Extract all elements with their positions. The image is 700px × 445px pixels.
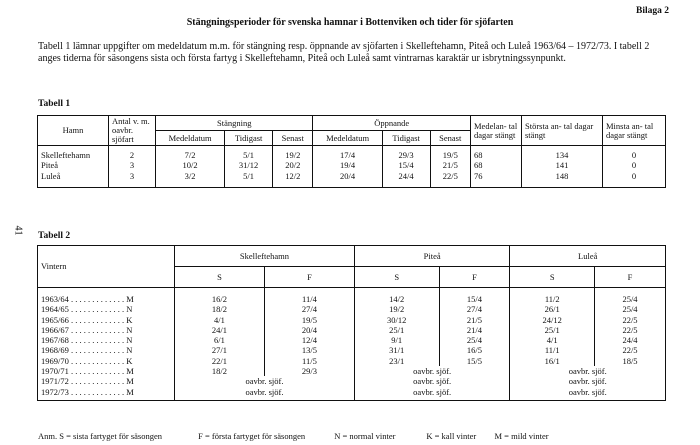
cell-vinter: 1966/67 . . . . . . . . . . . . . N — [38, 325, 175, 335]
header-pi-s: S — [354, 267, 439, 288]
cell-sk-f: 20/4 — [264, 325, 354, 335]
appendix-label: Bilaga 2 — [636, 6, 669, 16]
cell-sk-f: 19/5 — [264, 315, 354, 325]
cell-sk-f: 11/5 — [264, 356, 354, 366]
header-skelleftehamn: Skelleftehamn — [175, 246, 355, 267]
header-sk-f: F — [264, 267, 354, 288]
cell-o-medel: 17/4 — [313, 146, 382, 161]
cell-pi-f: 27/4 — [439, 304, 510, 314]
header-stangning: Stängning — [156, 116, 313, 131]
cell-lu-span: oavbr. sjöf. — [510, 376, 666, 386]
header-pitea: Piteå — [354, 246, 510, 267]
cell-o-senast: 19/5 — [430, 146, 470, 161]
cell-vinter: 1965/66 . . . . . . . . . . . . . K — [38, 315, 175, 325]
cell-vinter: 1964/65 . . . . . . . . . . . . . N — [38, 304, 175, 314]
cell-pi-f: 15/5 — [439, 356, 510, 366]
header-medel-dagar: Medelan- tal dagar stängt — [471, 116, 522, 146]
note-k: K = kall vinter — [426, 431, 477, 441]
cell-s-tidig: 31/12 — [225, 160, 273, 170]
cell-sk-span: oavbr. sjöf. — [175, 387, 355, 401]
cell-minsta: 0 — [603, 160, 666, 170]
cell-lu-s: 25/1 — [510, 325, 595, 335]
cell-sk-s: 18/2 — [175, 366, 265, 376]
table-row — [38, 387, 666, 401]
cell-o-senast: 22/5 — [430, 171, 470, 188]
cell-pi-f: 25/4 — [439, 335, 510, 345]
cell-sk-f: 29/3 — [264, 366, 354, 376]
cell-storsta: 134 — [522, 146, 603, 161]
cell-sk-f: 13/5 — [264, 345, 354, 355]
cell-sk-s: 4/1 — [175, 315, 265, 325]
cell-lu-f: 25/4 — [595, 288, 666, 305]
cell-lu-s: 26/1 — [510, 304, 595, 314]
cell-antal: 2 — [109, 146, 156, 161]
table-row — [38, 288, 666, 305]
cell-pi-s: 31/1 — [354, 345, 439, 355]
table-row — [38, 356, 666, 366]
cell-minsta: 0 — [603, 146, 666, 161]
table-row — [38, 325, 666, 335]
cell-o-tidig: 15/4 — [382, 160, 430, 170]
header-sk-s: S — [175, 267, 265, 288]
cell-s-medel: 10/2 — [156, 160, 225, 170]
header-hamn: Hamn — [38, 116, 109, 146]
cell-pi-span: oavbr. sjöf. — [354, 387, 510, 401]
cell-medel: 68 — [471, 160, 522, 170]
header-stangning-medeldatum: Medeldatum — [156, 131, 225, 146]
cell-sk-s: 6/1 — [175, 335, 265, 345]
cell-lu-span: oavbr. sjöf. — [510, 387, 666, 401]
footnote — [38, 431, 549, 441]
cell-sk-f: 27/4 — [264, 304, 354, 314]
cell-sk-s: 24/1 — [175, 325, 265, 335]
cell-pi-span: oavbr. sjöf. — [354, 366, 510, 376]
header-stangning-tidigast: Tidigast — [225, 131, 273, 146]
cell-lu-s: 16/1 — [510, 356, 595, 366]
cell-hamn: Skelleftehamn — [38, 146, 109, 161]
page-number: 41 — [12, 225, 24, 236]
table2-caption: Tabell 2 — [38, 231, 71, 241]
table1-caption: Tabell 1 — [38, 99, 71, 109]
cell-lu-f: 22/5 — [595, 315, 666, 325]
table-row — [38, 315, 666, 325]
table-row — [38, 345, 666, 355]
cell-lu-f: 18/5 — [595, 356, 666, 366]
cell-sk-s: 16/2 — [175, 288, 265, 305]
cell-lu-f: 24/4 — [595, 335, 666, 345]
cell-pi-f: 15/4 — [439, 288, 510, 305]
cell-sk-s: 22/1 — [175, 356, 265, 366]
cell-antal: 3 — [109, 160, 156, 170]
cell-s-senast: 19/2 — [273, 146, 313, 161]
cell-antal: 3 — [109, 171, 156, 188]
cell-lu-span: oavbr. sjöf. — [510, 366, 666, 376]
table2 — [37, 245, 666, 401]
intro-paragraph: Tabell 1 lämnar uppgifter om medeldatum m.m. för stängning resp. öppnande av sjöfarten i Skelleftehamn, Piteå och Luleå 1963/64 – 1972/73. I tabell 2 anges tiderna för säsongens sista och första fartyg i Skelleftehamn, Piteå och Luleå samt vintrarnas karaktär ur isbrytningssynpunkt. — [38, 41, 650, 64]
cell-medel: 76 — [471, 171, 522, 188]
header-minsta: Minsta an- tal dagar stängt — [603, 116, 666, 146]
cell-lu-s: 24/12 — [510, 315, 595, 325]
header-antal: Antal v. m. oavbr. sjöfart — [109, 116, 156, 146]
header-stangning-senast: Senast — [273, 131, 313, 146]
header-pi-f: F — [439, 267, 510, 288]
header-vintern: Vintern — [38, 246, 175, 288]
cell-pi-s: 30/12 — [354, 315, 439, 325]
table1 — [37, 115, 666, 188]
table-row — [38, 304, 666, 314]
cell-lu-f: 22/5 — [595, 325, 666, 335]
cell-s-senast: 20/2 — [273, 160, 313, 170]
header-oppnande-tidigast: Tidigast — [382, 131, 430, 146]
cell-sk-s: 27/1 — [175, 345, 265, 355]
cell-lu-f: 25/4 — [595, 304, 666, 314]
cell-pi-s: 14/2 — [354, 288, 439, 305]
cell-vinter: 1970/71 . . . . . . . . . . . . . M — [38, 366, 175, 376]
cell-s-tidig: 5/1 — [225, 146, 273, 161]
cell-minsta: 0 — [603, 171, 666, 188]
cell-pi-f: 16/5 — [439, 345, 510, 355]
cell-lu-f: 22/5 — [595, 345, 666, 355]
cell-pi-s: 25/1 — [354, 325, 439, 335]
header-storsta: Största an- tal dagar stängt — [522, 116, 603, 146]
cell-sk-s: 18/2 — [175, 304, 265, 314]
cell-pi-span: oavbr. sjöf. — [354, 376, 510, 386]
cell-medel: 68 — [471, 146, 522, 161]
note-anm: Anm. S = sista fartyget för säsongen — [38, 431, 163, 441]
cell-vinter: 1967/68 . . . . . . . . . . . . . N — [38, 335, 175, 345]
note-m: M = mild vinter — [494, 431, 549, 441]
cell-vinter: 1969/70 . . . . . . . . . . . . . K — [38, 356, 175, 366]
header-oppnande-senast: Senast — [430, 131, 470, 146]
cell-vinter: 1971/72 . . . . . . . . . . . . . M — [38, 376, 175, 386]
cell-o-medel: 20/4 — [313, 171, 382, 188]
table-row — [38, 376, 666, 386]
cell-sk-f: 11/4 — [264, 288, 354, 305]
table-row — [38, 366, 666, 376]
cell-pi-s: 23/1 — [354, 356, 439, 366]
cell-o-medel: 19/4 — [313, 160, 382, 170]
table-row — [38, 160, 666, 170]
cell-hamn: Piteå — [38, 160, 109, 170]
cell-lu-s: 11/2 — [510, 288, 595, 305]
header-oppnande-medeldatum: Medeldatum — [313, 131, 382, 146]
cell-sk-span: oavbr. sjöf. — [175, 376, 355, 386]
page-title: Stängningsperioder för svenska hamnar i Bottenviken och tider för sjöfarten — [186, 17, 514, 28]
cell-hamn: Luleå — [38, 171, 109, 188]
cell-lu-s: 11/1 — [510, 345, 595, 355]
cell-s-tidig: 5/1 — [225, 171, 273, 188]
cell-pi-s: 19/2 — [354, 304, 439, 314]
header-lulea: Luleå — [510, 246, 666, 267]
note-f: F = första fartyget för säsongen — [198, 431, 306, 441]
cell-o-senast: 21/5 — [430, 160, 470, 170]
header-oppnande: Öppnande — [313, 116, 471, 131]
cell-vinter: 1963/64 . . . . . . . . . . . . . M — [38, 288, 175, 305]
cell-s-medel: 7/2 — [156, 146, 225, 161]
table-row — [38, 146, 666, 161]
cell-sk-f: 12/4 — [264, 335, 354, 345]
cell-lu-s: 4/1 — [510, 335, 595, 345]
cell-storsta: 148 — [522, 171, 603, 188]
cell-o-tidig: 29/3 — [382, 146, 430, 161]
cell-pi-f: 21/5 — [439, 315, 510, 325]
cell-vinter: 1972/73 . . . . . . . . . . . . . M — [38, 387, 175, 401]
cell-o-tidig: 24/4 — [382, 171, 430, 188]
cell-vinter: 1968/69 . . . . . . . . . . . . . N — [38, 345, 175, 355]
table-row — [38, 335, 666, 345]
cell-pi-f: 21/4 — [439, 325, 510, 335]
cell-s-senast: 12/2 — [273, 171, 313, 188]
header-lu-f: F — [595, 267, 666, 288]
cell-storsta: 141 — [522, 160, 603, 170]
header-lu-s: S — [510, 267, 595, 288]
cell-pi-s: 9/1 — [354, 335, 439, 345]
table-row — [38, 171, 666, 188]
note-n: N = normal vinter — [334, 431, 396, 441]
cell-s-medel: 3/2 — [156, 171, 225, 188]
